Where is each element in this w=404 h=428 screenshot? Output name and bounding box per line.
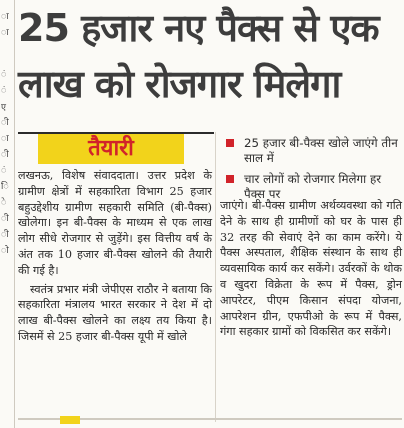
strip-glyph: ए [1,103,6,113]
strip-glyph: ी [1,214,9,224]
highlight-item [226,136,402,166]
highlight-text: चार लोगों को रोजगार मिलेगा हर पैक्स पर [244,172,382,201]
highlight-text: 25 हजार बी-पैक्स खोले जाएंगे तीन साल में [244,136,398,165]
strip-glyph: ा [1,28,9,38]
headline-line-2: लाख को रोजगार मिलेगा [18,62,341,106]
strip-glyph: ी [1,118,9,128]
strip-glyph: ं [1,166,7,176]
strip-glyph: ं [1,70,7,80]
adjacent-article-strip [0,0,15,428]
kicker-label: तैयारी [88,136,134,161]
bullet-square-icon [226,139,234,147]
strip-glyph: ा [1,134,9,144]
bullet-square-icon [226,175,234,183]
strip-glyph: ी [1,230,9,240]
body-paragraph: जाएंगे। बी-पैक्स ग्रामीण अर्थव्यवस्था को गति देने के साथ ही ग्रामीणों को घर के पास ही 32 तरह की सेवाएं देने का काम करेंगे। ये पैक्स अस्पताल, शैक्षिक संस्थान के साथ ही व्यवसायिक कार्य कर सकेंगे। उर्वरकों के थोक व खुदरा विक्रेता के रूप में पैक्स, ड्रोन आपरेटर, पीएम किसान संपदा योजना, आपरेशन ग्रीन, एफपीओ के रूप में पैक्स, गंगा सहकार ग्रामों को विकसित कर सकेंगे। [220,199,402,339]
strip-glyph: ो [1,246,9,256]
column-gutter [215,132,216,422]
article-column-right [220,198,402,340]
strip-glyph: ि [1,182,9,192]
body-paragraph: लखनऊ, विशेष संवाददाता। उत्तर प्रदेश के ग्रामीण क्षेत्रों में सहकारिता विभाग 25 हजार बहुउद्देशीय ग्रामीण सहकारी समिति (बी-पैक्स) खोलेगा। इन बी-पैक्स के माध्यम से एक लाख लोग सीधे रोजगार से जुड़ेंगे। इस वित्तीय वर्ष के अंत तक 10 हजार बी-पैक्स खोलने की तैयारी की गई है। [18,169,212,277]
article-column-left [18,168,212,345]
strip-glyph: ं [1,86,7,96]
body-paragraph: स्वतंत्र प्रभार मंत्री जेपीएस राठौर ने बताया कि सहकारिता मंत्रालय भारत सरकार ने देश में दो लाख बी-पैक्स खोलने का लक्ष्य तय किया है। जिसमें से 25 हजार बी-पैक्स यूपी में खोले [18,282,212,343]
strip-glyph: ा [1,12,9,22]
headline-line-1: 25 हजार नए पैक्स से एक [18,6,379,50]
bottom-accent [60,416,80,424]
strip-glyph: ी [1,150,9,160]
strip-glyph: े [1,198,7,208]
column-divider [14,0,15,428]
